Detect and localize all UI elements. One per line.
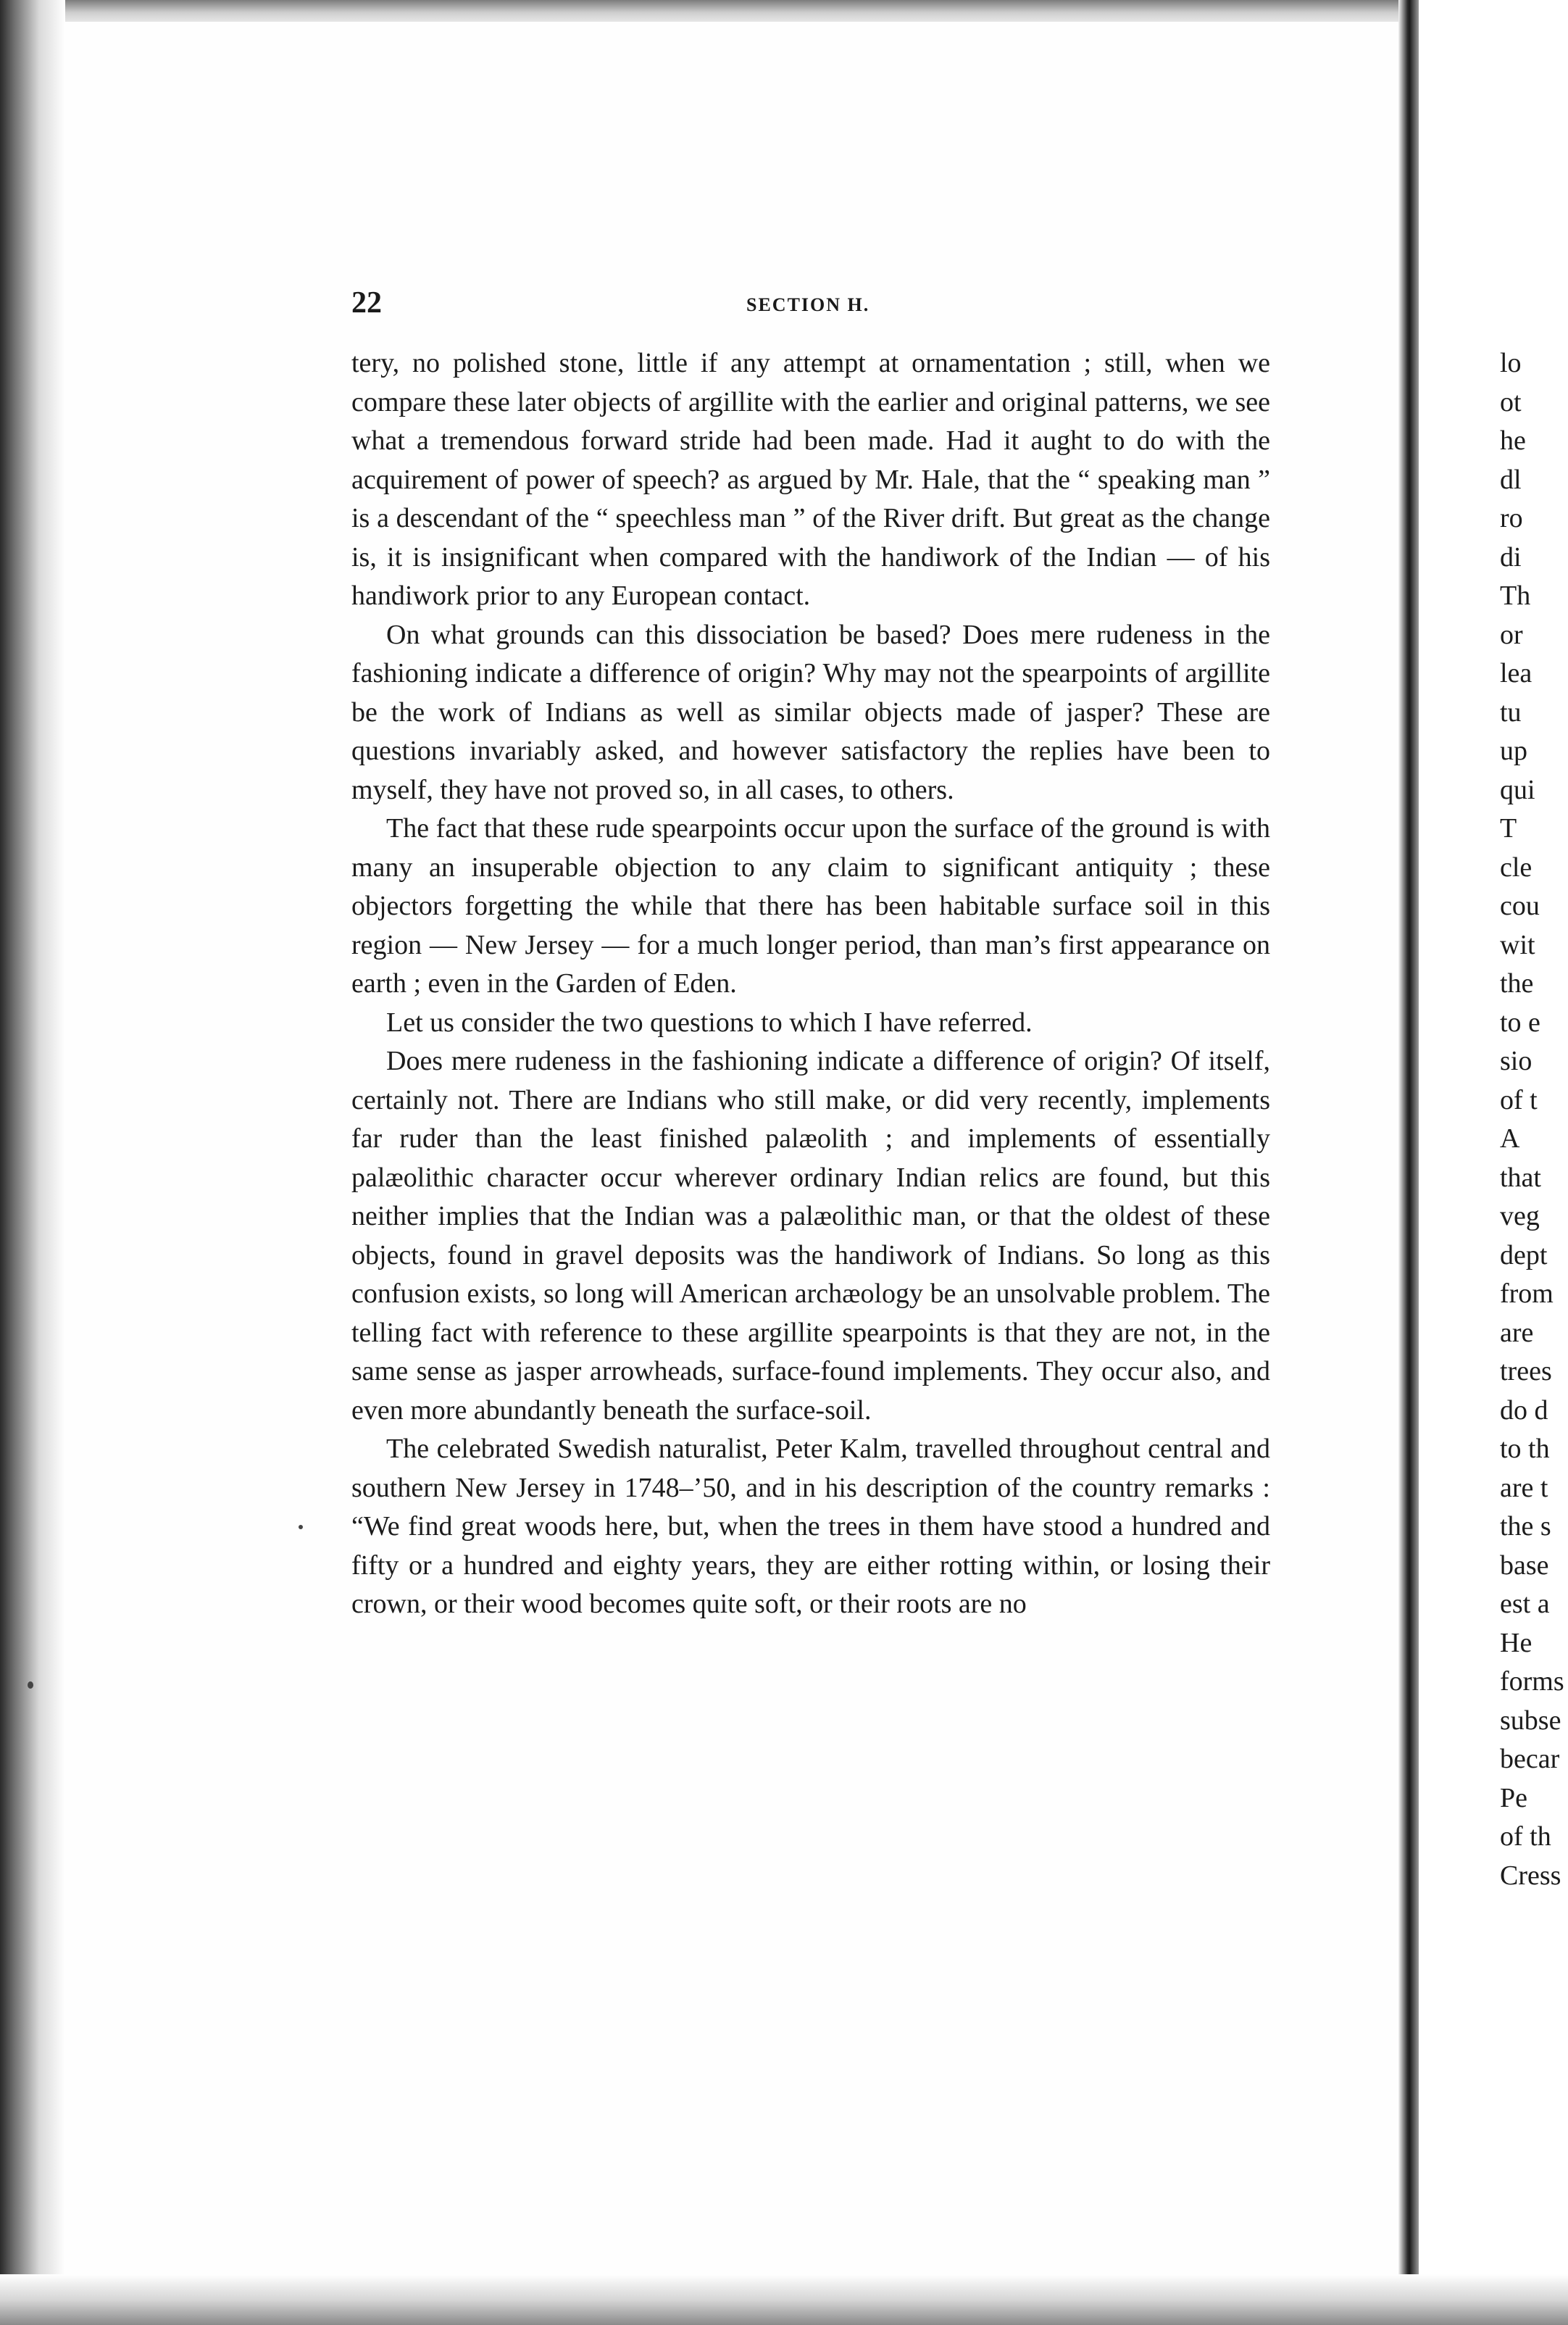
- facing-page-text: [1500, 344, 1568, 1895]
- paragraph: tery, no polished stone, little if any attempt at ornamentation ; still, when we compare these later objects of argillite with the earlier and original patterns, we see what a tremendous forward stride had been made. Had it aught to do with the acquirement of power of speech? as argued by Mr. Hale, that the “ speaking man ” is a descendant of the “ speechless man ” of the River drift. But great as the change is, it is insignificant when compared with the handiwork of the Indian — of his handiwork prior to any European contact.: [351, 348, 1270, 611]
- page-header: [351, 286, 1270, 329]
- facing-page-line: sio: [1500, 1046, 1532, 1076]
- facing-page-line: Th: [1500, 581, 1531, 611]
- facing-page-line: of t: [1500, 1084, 1538, 1115]
- scan-edge-left: [0, 0, 65, 2325]
- facing-page-line: ot: [1500, 386, 1522, 417]
- facing-page-line: He: [1500, 1627, 1532, 1658]
- facing-page-line: subse: [1500, 1705, 1561, 1736]
- facing-page-line: dl: [1500, 464, 1522, 495]
- body-text: [351, 344, 1270, 1624]
- facing-page-line: trees: [1500, 1356, 1552, 1386]
- facing-page-line: veg: [1500, 1201, 1540, 1231]
- facing-page-line: qui: [1500, 774, 1535, 805]
- facing-page-line: dept: [1500, 1239, 1548, 1270]
- facing-page-line: forms: [1500, 1666, 1564, 1697]
- scan-speck: [28, 1681, 33, 1689]
- facing-page-line: to th: [1500, 1434, 1550, 1464]
- paragraph: Does mere rudeness in the fashioning indicate a difference of origin? Of itself, certainly not. There are Indians who still make, or did very recently, implements far ruder than the least finished palæolith ; and implements of essentially palæolithic character occur wherever ordinary Indian relics are found, but this neither implies that the Indian was a palæolithic man, or that the oldest of these objects, found in gravel deposits was the handiwork of Indians. So long as this confusion exists, so long will American archæology be an unsolvable problem. The telling fact with reference to these argillite spearpoints is that they are not, in the same sense as jasper arrowheads, surface-found implements. They occur also, and even more abundantly beneath the surface-soil.: [351, 1046, 1270, 1426]
- page-number: 22: [351, 286, 382, 320]
- facing-page-line: T: [1500, 813, 1517, 844]
- facing-page-line: of th: [1500, 1821, 1551, 1852]
- facing-page-line: wit: [1500, 929, 1535, 960]
- facing-page-line: do d: [1500, 1394, 1548, 1426]
- scan-speck: [299, 1525, 303, 1529]
- facing-page-line: or: [1500, 619, 1523, 650]
- facing-page-line: from: [1500, 1278, 1554, 1309]
- paragraph: The celebrated Swedish naturalist, Peter Kalm, travelled throughout central and southern New Jersey in 1748–’50, and in his description of the country remarks : “We find great woods here, but, when the trees in them have stood a hundred and fifty or a hundred and eighty years, they are either rotting within, or losing their crown, or their wood becomes quite soft, or their roots are no: [351, 1434, 1270, 1619]
- running-head: SECTION H.: [746, 294, 870, 315]
- facing-page-line: the s: [1500, 1511, 1551, 1542]
- paragraph: The fact that these rude spearpoints occur upon the surface of the ground is with many an insuperable objection to any claim to significant antiquity ; these objectors forgetting the while that there has been habitable surface soil in this region — New Jersey — for a much longer period, than man’s first appearance on earth ; even in the Garden of Eden.: [351, 813, 1270, 999]
- facing-page-line: up: [1500, 736, 1527, 766]
- facing-page-line: cou: [1500, 891, 1540, 921]
- facing-page-line: to e: [1500, 1007, 1540, 1038]
- facing-page-line: becar: [1500, 1744, 1560, 1774]
- facing-page-line: tu: [1500, 696, 1522, 728]
- facing-page-line: lea: [1500, 658, 1532, 689]
- facing-page-line: that: [1500, 1162, 1541, 1193]
- paragraph: Let us consider the two questions to which I have referred.: [386, 1007, 1033, 1038]
- scan-edge-bottom: [0, 2274, 1568, 2325]
- facing-page-line: cle: [1500, 852, 1532, 883]
- facing-page-line: lo: [1500, 348, 1522, 378]
- facing-page-line: base: [1500, 1550, 1549, 1581]
- page-gutter: [1398, 0, 1419, 2325]
- facing-page-line: A: [1500, 1123, 1520, 1154]
- facing-page-line: ro: [1500, 503, 1523, 533]
- facing-page-line: are t: [1500, 1472, 1548, 1503]
- facing-page-line: are: [1500, 1317, 1534, 1348]
- paragraph: On what grounds can this dissociation be based? Does mere rudeness in the fashioning indicate a difference of origin? Why may not the spearpoints of argillite be the work of Indians as well as similar objects made of jasper? These are questions invariably asked, and however satisfactory the replies have been to myself, they have not proved so, in all cases, to others.: [351, 619, 1270, 805]
- facing-page-line: Cress: [1500, 1860, 1561, 1891]
- facing-page-line: di: [1500, 541, 1522, 573]
- facing-page-line: Pe: [1500, 1782, 1527, 1813]
- facing-page-line: he: [1500, 425, 1526, 456]
- facing-page-line: the: [1500, 968, 1534, 999]
- facing-page-line: est a: [1500, 1589, 1550, 1619]
